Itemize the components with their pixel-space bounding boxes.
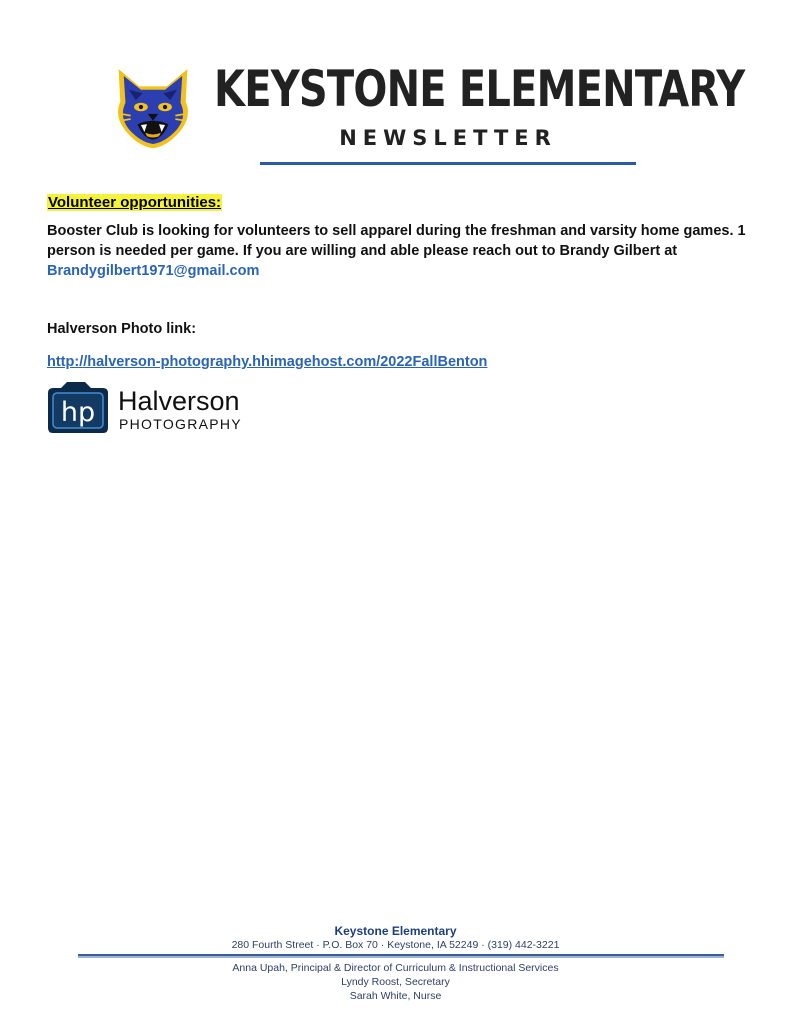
footer-staff-nurse: Sarah White, Nurse: [349, 990, 442, 1002]
halverson-logo-name: Halverson: [118, 386, 240, 416]
volunteer-section: [47, 194, 747, 281]
hp-logo-mark: hp: [60, 397, 96, 428]
photo-url-link[interactable]: http://halverson-photography.hhimagehost.com/2022FallBenton: [47, 354, 488, 370]
footer-divider: [78, 954, 724, 958]
newsletter-subtitle: NEWSLETTER: [339, 126, 557, 150]
volunteer-heading: Volunteer opportunities:: [48, 194, 222, 211]
footer-staff-principal: Anna Upah, Principal & Director of Curriculum & Instructional Services: [232, 962, 559, 974]
footer-school-name: Keystone Elementary: [334, 924, 457, 938]
volunteer-body: Booster Club is looking for volunteers to sell apparel during the freshman and varsity home games. 1 person is needed per game. If you are willing and able please reach out to Brandy Gilbert at: [47, 223, 746, 259]
school-title: KEYSTONE ELEMENTARY: [214, 60, 745, 118]
footer-staff-secretary: Lyndy Roost, Secretary: [341, 976, 450, 988]
header-divider: [260, 162, 636, 165]
halverson-camera-logo-icon: [47, 380, 109, 434]
footer-address: 280 Fourth Street · P.O. Box 70 · Keystone, IA 52249 · (319) 442-3221: [231, 939, 560, 951]
photo-link-label: Halverson Photo link:: [47, 321, 197, 337]
volunteer-email-link[interactable]: Brandygilbert1971@gmail.com: [47, 263, 260, 279]
wildcat-mascot-icon: [110, 64, 196, 150]
halverson-logo-subtitle: PHOTOGRAPHY: [119, 416, 242, 432]
volunteer-paragraph: [47, 221, 747, 281]
